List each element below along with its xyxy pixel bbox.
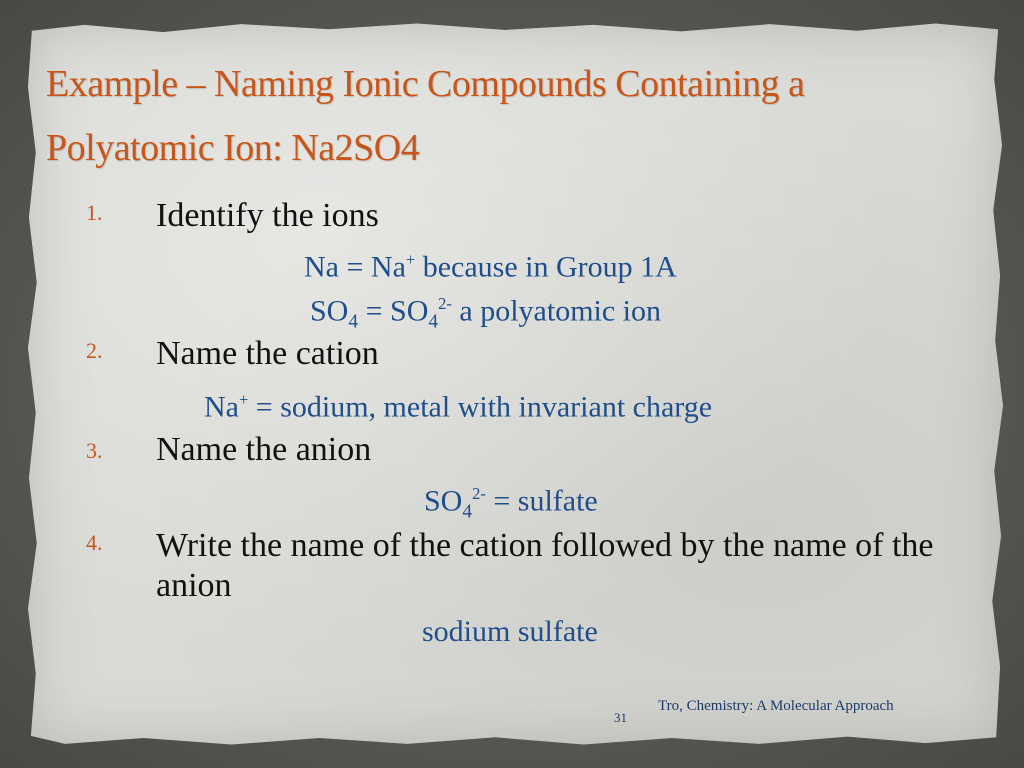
step-1-text: Identify the ions xyxy=(156,197,379,234)
slide-title xyxy=(46,52,946,180)
na-ion-line: Na = Na+ because in Group 1A xyxy=(304,250,677,284)
step-2-text: Name the cation xyxy=(156,335,379,372)
source-citation: Tro, Chemistry: A Molecular Approach xyxy=(658,698,894,714)
step-4-text: Write the name of the cation followed by the name of the anion xyxy=(156,527,934,604)
title-line-2: Polyatomic Ion: Na2SO4 xyxy=(46,127,420,169)
step-3-number: 3. xyxy=(86,438,103,463)
step-2-number: 2. xyxy=(86,338,103,363)
cation-name-line: Na+ = sodium, metal with invariant charge xyxy=(204,390,713,424)
slide-number: 31 xyxy=(614,710,627,725)
step-3-text: Name the anion xyxy=(156,431,372,468)
step-1-number: 1. xyxy=(86,200,103,225)
so4-ion-line: $SO_4 = SO_4^{2-}$ a polyatomic ion xyxy=(310,294,662,333)
step-4-number: 4. xyxy=(86,530,103,555)
final-answer-line: sodium sulfate xyxy=(422,615,598,648)
anion-name-line: $SO_4^{2-}$ = sulfate xyxy=(424,484,598,523)
title-line-1: Example – Naming Ionic Compounds Containing a xyxy=(46,63,805,105)
